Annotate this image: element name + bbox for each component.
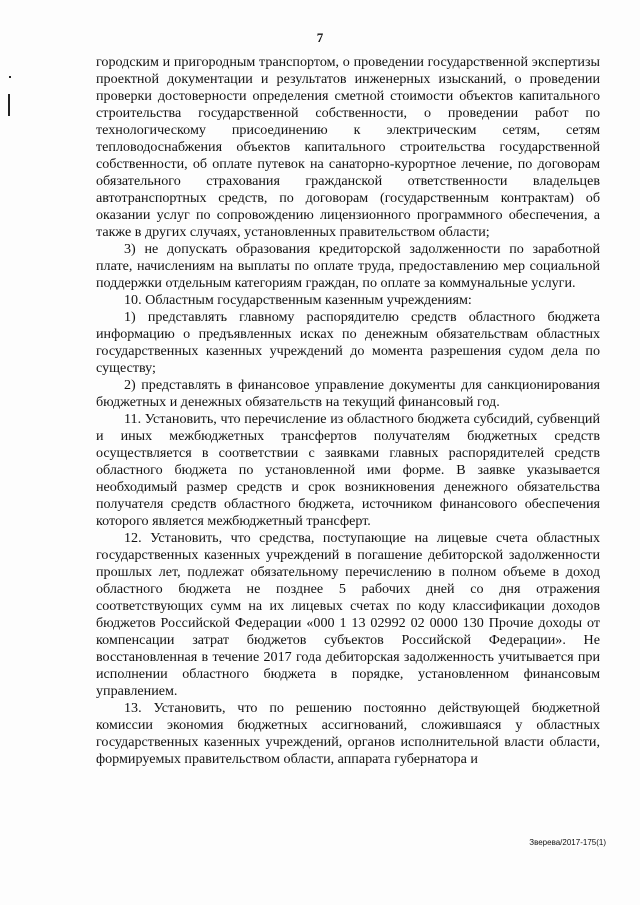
paragraph-section-12: 12. Установить, что средства, поступающие на лицевые счета областных государственных казенных учреждений в погашение дебиторской задолженности прошлых лет, подлежат обязательному перечислению в полном объеме в доход областного бюджета не позднее 5 рабочих дней со дня отражения соответствующих сумм на их лицевых счетах по коду классификации доходов бюджетов Российской Федерации «000 1 13 02992 02 0000 130 Прочие доходы от компенсации затрат бюджетов субъектов Российской Федерации». Не восстановленная в течение 2017 года дебиторская задолженность учитывается при исполнении областного бюджета в порядке, установленном финансовым управлением. [96,530,600,699]
paragraph-continuation: городским и пригородным транспортом, о проведении государственной экспертизы проектной документации и результатов инженерных изысканий, о проведении проверки достоверности определения сметной стоимости объектов капитального строительства государственной собственности, о проведении работ по технологическому присоединению к электрическим сетям, сетям тепловодоснабжения объектов капитального строительства государственной собственности, об оплате путевок на санаторно-курортное лечение, по договорам обязательного страхования гражданской ответственности владельцев автотранспортных средств, по договорам (государственным контрактам) об оказании услуг по сопровождению лицензионного программного обеспечения, а также в других случаях, установленных правительством области; [96,54,600,240]
page-number: 7 [316,30,324,45]
document-reference-code: Зверева/2017-175(1) [529,838,606,847]
paragraph-item-3: 3) не допускать образования кредиторской задолженности по заработной плате, начислениям на выплаты по оплате труда, предоставлению мер социальной поддержки отдельным категориям граждан, по оплате за коммунальные услуги. [96,241,600,291]
paragraph-section-10-item-1: 1) представлять главному распорядителю средств областного бюджета информацию о предъявленных исках по денежным обязательствам областных государственных казенных учреждений до момента разрешения судом дела по существу; [96,309,600,376]
paragraph-section-13: 13. Установить, что по решению постоянно действующей бюджетной комиссии экономия бюджетных ассигнований, сложившаяся у областных государственных казенных учреждений, органов исполнительной власти области, формируемых правительством области, аппарата губернатора и [96,700,600,767]
document-body [96,54,600,768]
scan-mark-left-1 [9,76,11,78]
paragraph-section-11: 11. Установить, что перечисление из областного бюджета субсидий, субвенций и иных межбюджетных трансфертов получателям бюджетных средств осуществляется в соответствии с заявками главных распорядителей средств областного бюджета по установленной ими форме. В заявке указывается необходимый размер средств и срок возникновения денежного обязательства получателя средств областного бюджета, источником финансового обеспечения которого является межбюджетный трансферт. [96,411,600,529]
paragraph-section-10-item-2: 2) представлять в финансовое управление документы для санкционирования бюджетных и денежных обязательств на текущий финансовый год. [96,377,600,410]
paragraph-section-10: 10. Областным государственным казенным учреждениям: [124,292,472,308]
scan-mark-left-2 [8,94,10,116]
